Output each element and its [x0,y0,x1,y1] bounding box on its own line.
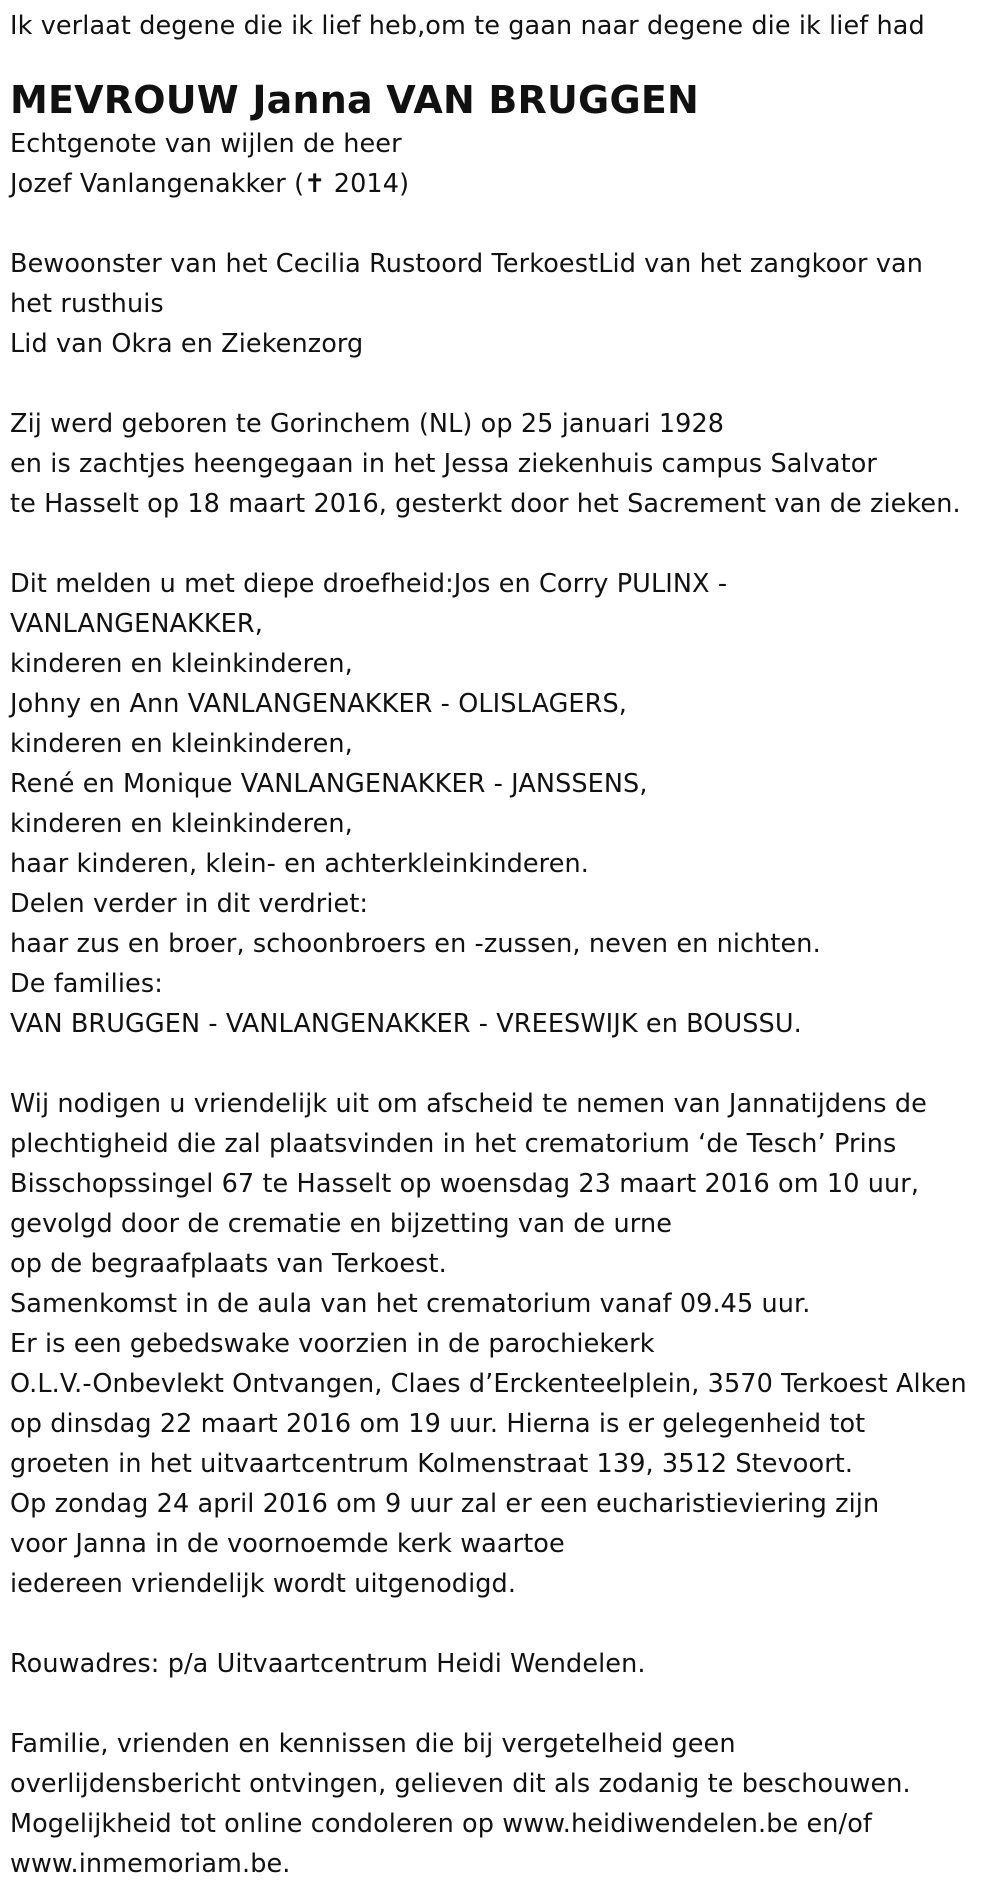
mourner-line: kinderen en kleinkinderen, [10,809,353,839]
ceremony-line: O.L.V.-Onbevlekt Ontvangen, Claes d’Erckenteelplein, 3570 Terkoest Alken [10,1369,967,1399]
spouse-line: Echtgenote van wijlen de heer [10,129,402,159]
mourner-line: VAN BRUGGEN - VANLANGENAKKER - VREESWIJK en BOUSSU. [10,1009,802,1039]
ceremony-line: Bisschopssingel 67 te Hasselt op woensdag 23 maart 2016 om 10 uur, [10,1169,920,1199]
closing-line: overlijdensbericht ontvingen, gelieven dit als zodanig te beschouwen. [10,1769,911,1799]
mourner-line: Dit melden u met diepe droefheid:Jos en Corry PULINX - [10,569,728,599]
mourner-line: kinderen en kleinkinderen, [10,649,353,679]
life-line: en is zachtjes heengegaan in het Jessa ziekenhuis campus Salvator [10,449,877,479]
closing-line: Familie, vrienden en kennissen die bij vergetelheid geen [10,1729,736,1759]
affiliation-line: het rusthuis [10,289,164,319]
deceased-name: MEVROUW Janna VAN BRUGGEN [10,78,699,122]
affiliations-section [10,244,990,364]
ceremony-line: Wij nodigen u vriendelijk uit om afscheid te nemen van Jannatijdens de [10,1089,927,1119]
life-section [10,404,990,524]
paragraph-gap [10,204,990,244]
motto: Ik verlaat degene die ik lief heb,om te gaan naar degene die ik lief had [10,11,925,41]
spouse-line: Jozef Vanlangenakker (✝ 2014) [10,169,410,199]
mourner-line: Johny en Ann VANLANGENAKKER - OLISLAGERS, [10,689,627,719]
spouse-section [10,124,990,204]
closing-section [10,1724,990,1884]
ceremony-line: Samenkomst in de aula van het crematorium vanaf 09.45 uur. [10,1289,811,1319]
mourner-line: haar zus en broer, schoonbroers en -zussen, neven en nichten. [10,929,821,959]
ceremony-section [10,1084,990,1604]
ceremony-line: groeten in het uitvaartcentrum Kolmenstraat 139, 3512 Stevoort. [10,1449,854,1479]
affiliation-line: Bewoonster van het Cecilia Rustoord TerkoestLid van het zangkoor van [10,249,924,279]
ceremony-line: Er is een gebedswake voorzien in de parochiekerk [10,1329,655,1359]
affiliation-line: Lid van Okra en Ziekenzorg [10,329,364,359]
ceremony-line: gevolgd door de crematie en bijzetting van de urne [10,1209,672,1239]
ceremony-line: op de begraafplaats van Terkoest. [10,1249,447,1279]
paragraph-gap [10,524,990,564]
life-line: te Hasselt op 18 maart 2016, gesterkt door het Sacrement van de zieken. [10,489,961,519]
paragraph-gap [10,364,990,404]
ceremony-line: Op zondag 24 april 2016 om 9 uur zal er een eucharistieviering zijn [10,1489,880,1519]
paragraph-gap [10,1044,990,1084]
ceremony-line: iedereen vriendelijk wordt uitgenodigd. [10,1569,517,1599]
mourner-line: VANLANGENAKKER, [10,609,263,639]
closing-line: www.inmemoriam.be. [10,1849,291,1879]
closing-line: Mogelijkheid tot online condoleren op www.heidiwendelen.be en/of [10,1809,872,1839]
mourner-line: De families: [10,969,163,999]
paragraph-gap [10,1604,990,1644]
mourner-line: kinderen en kleinkinderen, [10,729,353,759]
life-line: Zij werd geboren te Gorinchem (NL) op 25 januari 1928 [10,409,725,439]
mourner-line: Delen verder in dit verdriet: [10,889,369,919]
ceremony-line: op dinsdag 22 maart 2016 om 19 uur. Hierna is er gelegenheid tot [10,1409,866,1439]
mourners-section [10,564,990,1044]
condolence-address: Rouwadres: p/a Uitvaartcentrum Heidi Wendelen. [10,1649,646,1679]
paragraph-gap [10,1684,990,1724]
ceremony-line: plechtigheid die zal plaatsvinden in het crematorium ‘de Tesch’ Prins [10,1129,897,1159]
mourner-line: René en Monique VANLANGENAKKER - JANSSENS, [10,769,648,799]
ceremony-line: voor Janna in de voornoemde kerk waartoe [10,1529,565,1559]
mourner-line: haar kinderen, klein- en achterkleinkinderen. [10,849,589,879]
